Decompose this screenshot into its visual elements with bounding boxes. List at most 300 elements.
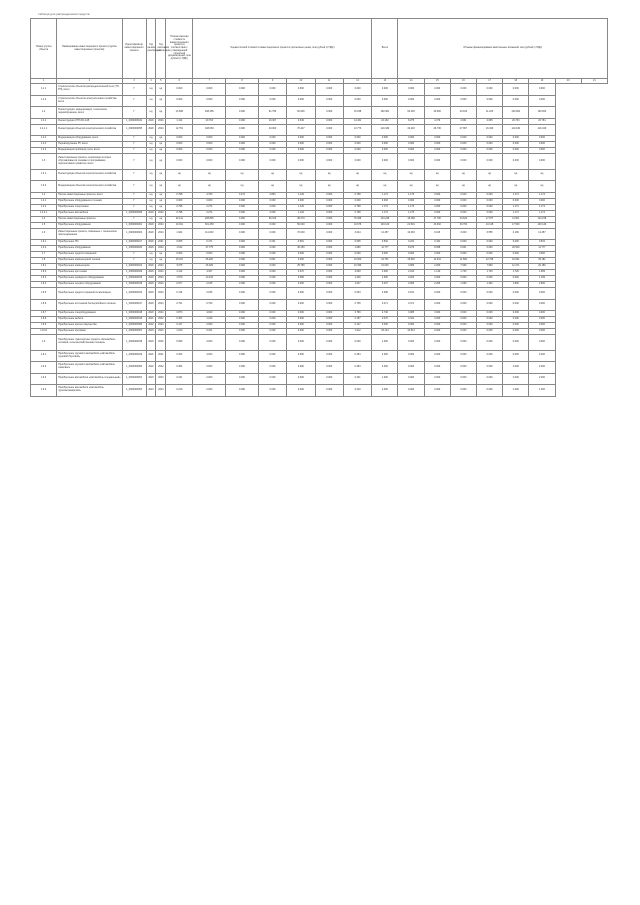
- cell-value: 26.736: [424, 124, 450, 136]
- cell-year-start: нд: [146, 142, 156, 148]
- cell-value: 6.555: [477, 228, 503, 240]
- cell-value: 0.000: [503, 311, 529, 317]
- cell-value: нд: [424, 169, 450, 181]
- cell-value: 0.000: [166, 252, 193, 258]
- cell-value: 0.000: [258, 282, 286, 288]
- cell-value: 16.091: [503, 258, 529, 264]
- cell-value: нд: [529, 181, 555, 193]
- cell-value: 50.000: [287, 222, 315, 228]
- table-row: [31, 335, 608, 351]
- cell-group: 1.8: [31, 258, 57, 264]
- cell-group: 1.2.1.1: [31, 124, 57, 136]
- cell-value: 162.681: [372, 107, 398, 119]
- cell-value: 0.000: [258, 154, 286, 170]
- cell-value: 1.012: [343, 329, 371, 335]
- cell-value: нд: [398, 169, 424, 181]
- cell-value: 0.000: [258, 317, 286, 323]
- cell-value: 4.379: [424, 118, 450, 124]
- cell-name: Строительство объектов электросетевого хозяйства, всего: [57, 95, 122, 107]
- cell-value: 0.000: [503, 136, 529, 142]
- cell-value: 0.000: [315, 252, 343, 258]
- cell-value: 0.000: [450, 252, 476, 258]
- cell-value: 16.320: [477, 124, 503, 136]
- cell-value: 22.111: [166, 216, 193, 222]
- cell-name: Приобретение транспортных средств «Автомобиль легковой, сельскохозяйственная техника»: [57, 335, 122, 351]
- cell-value: 0.000: [424, 299, 450, 311]
- cell-value: 0.000: [226, 210, 259, 216]
- cell-year-start: нд: [146, 216, 156, 222]
- cell-value: 0.221: [258, 240, 286, 246]
- cell-value: 2.008: [372, 288, 398, 300]
- cell-id: Г: [122, 148, 146, 154]
- cell-year-end: нд: [156, 192, 166, 198]
- page-header: таблица для распределения средств: [38, 12, 90, 16]
- cell-value: 160.604: [529, 107, 555, 119]
- cell-value: 0.000: [424, 136, 450, 142]
- cell-year-start: 2020: [146, 270, 156, 276]
- cell-value: 26.929: [193, 264, 226, 270]
- cell-value: 0.000: [503, 335, 529, 351]
- cell-value: 20.600: [424, 107, 450, 119]
- cell-year-start: нд: [146, 198, 156, 204]
- cell-value: 20.189: [529, 264, 555, 270]
- cell-value: 0.000: [503, 84, 529, 96]
- cell-value: 2.000: [503, 362, 529, 374]
- cell-id: Г: [122, 198, 146, 204]
- cell-group: 1.9.1: [31, 350, 57, 362]
- cell-value: 0.472: [226, 192, 259, 198]
- cell-year-start: 2023: [146, 373, 156, 385]
- column-number: 11: [315, 79, 343, 84]
- cell-id: 1_0000000048: [122, 311, 146, 317]
- cell-year-end: нд: [156, 252, 166, 258]
- cell-name: Приобретение автомобиля «Автомобиль грузопассажирский»: [57, 385, 122, 397]
- cell-value: 48.270: [287, 216, 315, 222]
- cell-value: 9.106: [424, 228, 450, 240]
- cell-value: 110.449: [503, 124, 529, 136]
- cell-group: 1.4.2.1: [31, 210, 57, 216]
- cell-name: Приобретение грузового автомобиля «Автомобиль грузовой бортовой»: [57, 350, 122, 362]
- cell-value: 8.275: [398, 118, 424, 124]
- cell-year-end: 2024: [156, 222, 166, 228]
- cell-name: Модернизация приборов учета, всего: [57, 148, 122, 154]
- cell-value: 0.000: [226, 222, 259, 228]
- cell-value: 2.000: [193, 323, 226, 329]
- cell-value: 0.000: [166, 142, 193, 148]
- cell-value: 0.000: [529, 288, 555, 300]
- cell-value: 0.000: [315, 264, 343, 270]
- cell-value: 0.450: [372, 323, 398, 329]
- cell-value: 0.453: [166, 317, 193, 323]
- cell-value: 0.000: [226, 107, 259, 119]
- cell-value: 0.000: [477, 323, 503, 329]
- cell-value: 0.000: [287, 95, 315, 107]
- cell-year-end: 2023: [156, 329, 166, 335]
- cell-value: нд: [193, 169, 226, 181]
- cell-value: 0.000: [287, 84, 315, 96]
- cell-value: 36.200: [193, 258, 226, 264]
- cell-value: 301.450: [193, 222, 226, 228]
- cell-group: 1.8.6: [31, 299, 57, 311]
- cell-id: 1_0000000049: [122, 317, 146, 323]
- cell-value: 0.000: [226, 317, 259, 323]
- cell-value: нд: [193, 181, 226, 193]
- cell-id: Г: [122, 181, 146, 193]
- cell-value: 0.000: [315, 84, 343, 96]
- cell-value: 0.000: [450, 299, 476, 311]
- cell-value: 0.000: [166, 148, 193, 154]
- cell-id: 1_0000000024: [122, 264, 146, 270]
- cell-year-end: 2024: [156, 270, 166, 276]
- cell-group: 1.7: [31, 252, 57, 258]
- cell-value: 0.000: [258, 264, 286, 270]
- cell-id: 1_0000000029: [122, 270, 146, 276]
- cell-value: 0.000: [477, 192, 503, 198]
- cell-value: 0.000: [424, 276, 450, 282]
- cell-value: 1.174: [529, 210, 555, 216]
- cell-value: 20.764: [529, 118, 555, 124]
- cell-id: Г: [122, 216, 146, 222]
- cell-value: 0.000: [258, 252, 286, 258]
- cell-id: 1_0000000042: [122, 118, 146, 124]
- cell-value: нд: [450, 169, 476, 181]
- column-number: 10: [287, 79, 315, 84]
- cell-group: 1.8.3: [31, 276, 57, 282]
- cell-value: 0.000: [343, 95, 371, 107]
- cell-value: 1.290: [450, 282, 476, 288]
- cell-year-end: 2024: [156, 299, 166, 311]
- cell-value: 60.493: [398, 107, 424, 119]
- cell-value: 10.676: [343, 222, 371, 228]
- cell-group: 1.8.7: [31, 311, 57, 317]
- cell-value: 1.570: [166, 276, 193, 282]
- table-header: [31, 19, 608, 84]
- cell-value: 2.000: [424, 264, 450, 270]
- cell-value: 0.000: [287, 335, 315, 351]
- cell-value: 0.000: [226, 362, 259, 374]
- cell-value: 0.000: [287, 373, 315, 385]
- table-body: [31, 84, 608, 397]
- cell-value: 4.000: [343, 270, 371, 276]
- cell-name: Приобретение программ: [57, 329, 122, 335]
- cell-value: 0.000: [450, 335, 476, 351]
- cell-value: 0.000: [424, 204, 450, 210]
- cell-value: 0.000: [315, 299, 343, 311]
- cell-value: 0.000: [372, 154, 398, 170]
- cell-value: 0.000: [343, 136, 371, 142]
- cell-year-start: 2020: [146, 228, 156, 240]
- cell-value: 0.000: [372, 198, 398, 204]
- cell-value: 0.000: [226, 311, 259, 317]
- cell-value: 0.000: [477, 335, 503, 351]
- cell-value: 0.000: [343, 198, 371, 204]
- cell-id: Г: [122, 136, 146, 142]
- cell-value: 0.000: [424, 335, 450, 351]
- cell-value: 0.000: [287, 329, 315, 335]
- cell-value: 0.000: [258, 350, 286, 362]
- cell-value: 3.780: [343, 311, 371, 317]
- cell-value: 0.000: [258, 148, 286, 154]
- cell-value: 168.456: [193, 107, 226, 119]
- cell-value: 1.175: [398, 192, 424, 198]
- cell-value: 12.457: [529, 228, 555, 240]
- cell-value: 2.605: [477, 118, 503, 124]
- cell-group: 1.2.3: [31, 142, 57, 148]
- header-year-start: Год начала реализации: [146, 19, 156, 79]
- cell-value: 0.798: [166, 210, 193, 216]
- cell-value: 0.000: [529, 154, 555, 170]
- cell-value: 0.000: [315, 216, 343, 222]
- cell-value: 0.470: [372, 317, 398, 323]
- cell-value: 1.174: [372, 210, 398, 216]
- cell-value: 0.791: [166, 299, 193, 311]
- cell-value: 0.000: [372, 136, 398, 142]
- cell-value: 13.508: [166, 107, 193, 119]
- cell-name: Приобретение оргтехники: [57, 270, 122, 276]
- cell-value: 44.642: [450, 216, 476, 222]
- cell-year-start: 2020: [146, 282, 156, 288]
- cell-value: 18.168: [398, 216, 424, 222]
- cell-value: 0.219: [343, 385, 371, 397]
- cell-year-end: 2024: [156, 118, 166, 124]
- cell-year-end: 2021: [156, 350, 166, 362]
- cell-value: 0.000: [450, 317, 476, 323]
- cell-name: Инвестиционные проекты, связанные с техническим присоединением: [57, 228, 122, 240]
- cell-value: нд: [315, 181, 343, 193]
- table-row: [31, 228, 608, 240]
- cell-value: 0.000: [315, 142, 343, 148]
- cell-value: 0.000: [315, 148, 343, 154]
- cell-value: 0.000: [424, 192, 450, 198]
- cell-value: 0.000: [287, 362, 315, 374]
- cell-group: 1.8.10: [31, 329, 57, 335]
- cell-value: 7.660: [450, 264, 476, 270]
- cell-value: 0.000: [343, 142, 371, 148]
- cell-value: 108.063: [193, 124, 226, 136]
- cell-year-end: нд: [156, 198, 166, 204]
- column-number: 15: [424, 79, 450, 84]
- column-number: 7: [193, 79, 226, 84]
- cell-value: 1.199: [529, 276, 555, 282]
- cell-value: 3.000: [450, 311, 476, 317]
- cell-year-start: нд: [146, 107, 156, 119]
- cell-value: 4.961: [450, 118, 476, 124]
- cell-value: 0.000: [287, 198, 315, 204]
- column-number: 3: [122, 79, 146, 84]
- cell-value: 2.035: [193, 288, 226, 300]
- cell-year-end: 2024: [156, 288, 166, 300]
- column-number: 14: [398, 79, 424, 84]
- cell-value: 0.431: [398, 317, 424, 323]
- cell-value: 3.244: [343, 228, 371, 240]
- cell-value: 0.231: [398, 240, 424, 246]
- cell-value: 0.000: [450, 210, 476, 216]
- cell-value: 0.000: [477, 240, 503, 246]
- cell-value: 1.000: [372, 373, 398, 385]
- cell-value: 0.000: [503, 323, 529, 329]
- cell-year-end: нд: [156, 154, 166, 170]
- cell-value: 52.906: [287, 107, 315, 119]
- cell-value: 0.000: [315, 373, 343, 385]
- cell-value: 22.751: [372, 258, 398, 264]
- cell-value: 0.000: [398, 323, 424, 329]
- cell-value: 0.000: [258, 276, 286, 282]
- cell-value: нд: [503, 169, 529, 181]
- cell-value: 0.000: [315, 323, 343, 329]
- cell-group: 1.2.2: [31, 136, 57, 142]
- cell-value: 0.000: [258, 222, 286, 228]
- column-number: 19: [529, 79, 555, 84]
- cell-year-start: 2021: [146, 350, 156, 362]
- cell-value: 0.054: [343, 288, 371, 300]
- cell-value: 25.789: [287, 264, 315, 270]
- cell-value: 16.307: [258, 118, 286, 124]
- cell-name: Реконструкция объектов электросетевого хозяйства: [57, 124, 122, 136]
- cell-id: Г: [122, 154, 146, 170]
- cell-year-start: нд: [146, 258, 156, 264]
- cell-value: 0.000: [226, 282, 259, 288]
- cell-value: 0.000: [424, 329, 450, 335]
- cell-year-end: нд: [156, 181, 166, 193]
- cell-value: 0.000: [450, 142, 476, 148]
- cell-value: 0.000: [529, 252, 555, 258]
- cell-value: 0.000: [226, 124, 259, 136]
- cell-value: 0.471: [398, 299, 424, 311]
- cell-value: 0.798: [166, 204, 193, 210]
- cell-value: 0.000: [529, 95, 555, 107]
- cell-id: 1_0000000050: [122, 362, 146, 374]
- cell-id: Г: [122, 252, 146, 258]
- cell-value: 0.000: [398, 84, 424, 96]
- cell-year-end: 2024: [156, 385, 166, 397]
- cell-year-end: 2024: [156, 276, 166, 282]
- cell-value: 2.000: [193, 362, 226, 374]
- cell-value: 0.000: [503, 154, 529, 170]
- cell-value: 0.000: [450, 385, 476, 397]
- cell-value: 0.254: [343, 350, 371, 362]
- cell-value: 2.165: [193, 282, 226, 288]
- cell-value: 0.000: [258, 362, 286, 374]
- cell-value: 0.000: [287, 282, 315, 288]
- cell-value: 0.000: [372, 148, 398, 154]
- cell-value: 8.058: [424, 246, 450, 252]
- cell-group: 1.6.1: [31, 240, 57, 246]
- cell-value: 0.154: [398, 288, 424, 300]
- table-row: [31, 385, 608, 397]
- cell-value: 0.000: [450, 288, 476, 300]
- cell-year-start: нд: [146, 136, 156, 142]
- cell-group: 1.8.5: [31, 288, 57, 300]
- cell-value: нд: [226, 181, 259, 193]
- cell-group: 1.6.2: [31, 246, 57, 252]
- cell-value: 0.000: [372, 252, 398, 258]
- cell-value: 0.000: [315, 118, 343, 124]
- cell-value: 0.000: [529, 299, 555, 311]
- cell-value: 3.854: [258, 192, 286, 198]
- cell-group: 1.4: [31, 216, 57, 222]
- cell-id: 1_0000000050: [122, 323, 146, 329]
- cell-year-start: 2020: [146, 210, 156, 216]
- cell-name: Реконструкция, модернизация, техническое перевооружение, всего: [57, 107, 122, 119]
- cell-value: 0.000: [424, 252, 450, 258]
- cell-year-start: 2022: [146, 362, 156, 374]
- cell-group: 1.1.1: [31, 84, 57, 96]
- cell-value: 1.175: [398, 204, 424, 210]
- cell-value: 16.463: [398, 228, 424, 240]
- cell-value: 110.449: [372, 124, 398, 136]
- cell-year-start: нд: [146, 169, 156, 181]
- cell-value: 0.000: [529, 317, 555, 323]
- cell-id: 1_0000000002: [122, 228, 146, 240]
- cell-name: Приобретение сетевого оборудования: [57, 282, 122, 288]
- cell-group: 1.3.2: [31, 181, 57, 193]
- cell-value: 103.140: [529, 222, 555, 228]
- cell-value: 0.000: [287, 154, 315, 170]
- cell-value: 0.000: [450, 192, 476, 198]
- cell-value: 0.000: [477, 362, 503, 374]
- cell-value: 1.120: [424, 270, 450, 276]
- cell-value: 12.471: [503, 264, 529, 270]
- cell-value: 1.174: [503, 192, 529, 198]
- cell-value: 1.944: [166, 228, 193, 240]
- cell-id: 1_0000000053: [122, 385, 146, 397]
- cell-value: 0.000: [258, 299, 286, 311]
- cell-value: 0.000: [166, 95, 193, 107]
- cell-value: 0.000: [424, 323, 450, 329]
- cell-value: 1.290: [477, 282, 503, 288]
- cell-group: 1.4: [31, 192, 57, 198]
- cell-year-end: нд: [156, 148, 166, 154]
- cell-value: 0.000: [424, 317, 450, 323]
- cell-value: нд: [287, 181, 315, 193]
- cell-value: 0.000: [258, 373, 286, 385]
- cell-value: 4.000: [372, 350, 398, 362]
- cell-value: 0.000: [315, 192, 343, 198]
- cell-value: 0.000: [450, 323, 476, 329]
- cell-value: 70.000: [287, 228, 315, 240]
- cell-value: 4.000: [372, 270, 398, 276]
- cell-value: 0.000: [226, 264, 259, 270]
- cell-value: 0.000: [529, 136, 555, 142]
- cell-value: 2.206: [424, 282, 450, 288]
- cell-value: 0.000: [258, 84, 286, 96]
- cell-value: 0.000: [529, 198, 555, 204]
- cell-value: 0.070: [287, 270, 315, 276]
- cell-year-start: 2022: [146, 323, 156, 329]
- cell-value: 0.000: [226, 228, 259, 240]
- column-number: 9: [258, 79, 286, 84]
- cell-value: 0.000: [226, 329, 259, 335]
- cell-year-end: нд: [156, 169, 166, 181]
- cell-value: 111.000: [193, 228, 226, 240]
- cell-value: 0.532: [529, 240, 555, 246]
- cell-value: 1.129: [287, 192, 315, 198]
- cell-year-end: 2022: [156, 362, 166, 374]
- cell-value: 0.000: [315, 317, 343, 323]
- cell-value: нд: [450, 181, 476, 193]
- cell-id: 1_0000000043: [122, 288, 146, 300]
- cell-value: 0.000: [226, 142, 259, 148]
- cell-year-start: нд: [146, 84, 156, 96]
- cell-value: 0.000: [343, 154, 371, 170]
- cell-value: 10.243: [193, 276, 226, 282]
- cell-value: 0.000: [424, 210, 450, 216]
- cell-year-end: 2022: [156, 317, 166, 323]
- cell-value: 2.000: [529, 373, 555, 385]
- cell-value: 0.000: [503, 329, 529, 335]
- cell-value: 0.000: [315, 240, 343, 246]
- cell-value: 0.000: [287, 299, 315, 311]
